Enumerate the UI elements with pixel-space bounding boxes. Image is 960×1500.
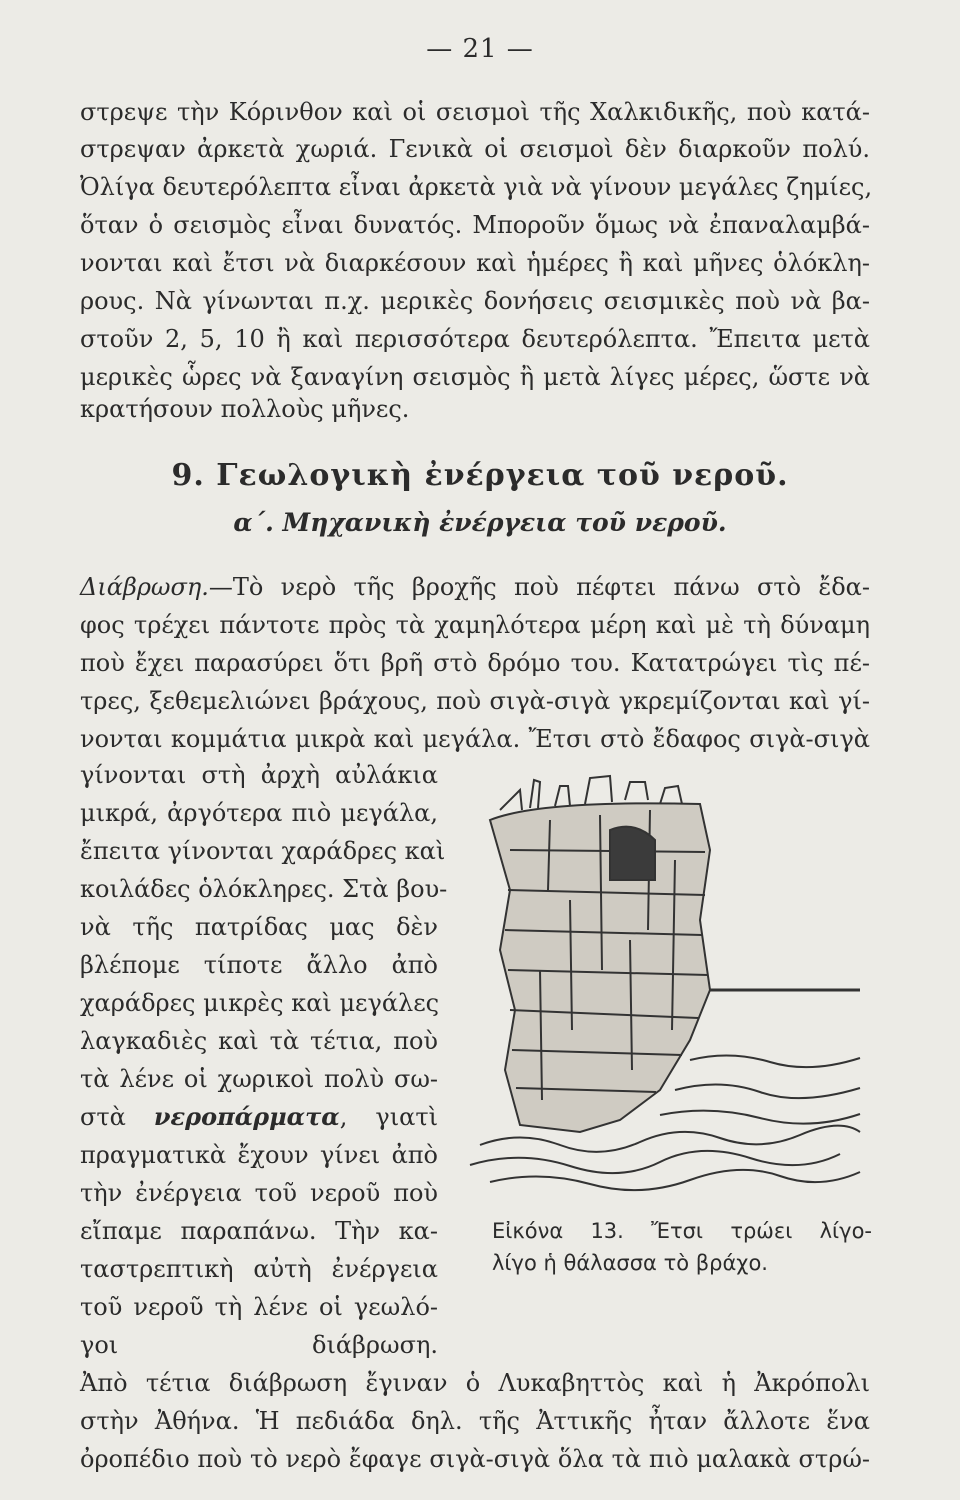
text-line: τὰ λένε οἱ χωρικοὶ πολὺ σω- — [80, 1065, 438, 1093]
text-line: φος τρέχει πάντοτε πρὸς τὰ χαμηλότερα μέρη καὶ μὲ τὴ δύναμη — [80, 611, 870, 639]
text-line: στὴν Ἀθήνα. Ἡ πεδιάδα δηλ. τῆς Ἀττικῆς ἦταν ἄλλοτε ἕνα — [80, 1407, 870, 1435]
subsection-title: α΄. Μηχανικὴ ἐνέργεια τοῦ νεροῦ. — [233, 508, 727, 537]
text-run: , γιατὶ — [339, 1103, 438, 1131]
text-line: Ὀλίγα δευτερόλεπτα εἶναι ἀρκετὰ γιὰ νὰ γίνουν μεγάλες ζημίες, — [80, 173, 873, 201]
section-title: 9. Γεωλογικὴ ἐνέργεια τοῦ νεροῦ. — [171, 458, 789, 493]
text-run: —Τὸ νερὸ τῆς βροχῆς ποὺ πέφτει πάνω στὸ ἔδα- — [208, 573, 870, 601]
text-line: Ἀπὸ τέτια διάβρωση ἔγιναν ὁ Λυκαβηττὸς καὶ ἡ Ἀκρόπολι — [80, 1369, 870, 1397]
text-line: μικρά, ἀργότερα πιὸ μεγάλα, — [80, 799, 438, 827]
text-line: κοιλάδες ὁλόκληρες. Στὰ βου- — [80, 875, 448, 903]
erosion-term: Διάβρωση. — [80, 573, 209, 601]
text-line: νὰ τῆς πατρίδας μας δὲν — [80, 913, 438, 941]
cliff-drawing — [460, 770, 870, 1200]
text-line: ταστρεπτικὴ αὐτὴ ἐνέργεια — [80, 1255, 438, 1283]
text-line: τὴν ἐνέργεια τοῦ νεροῦ ποὺ — [80, 1179, 438, 1207]
text-line: εἴπαμε παραπάνω. Τὴν κα- — [80, 1217, 438, 1245]
text-line: κρατήσουν πολλοὺς μῆνες. — [80, 395, 410, 423]
figure-caption: λίγο ἡ θάλασσα τὸ βράχο. — [492, 1251, 768, 1275]
figure-caption: Εἰκόνα 13. Ἔτσι τρώει λίγο- — [492, 1219, 872, 1243]
text-line — [80, 572, 870, 602]
text-line: στοῦν 2, 5, 10 ἢ καὶ περισσότερα δευτερόλεπτα. Ἔπειτα μετὰ — [80, 325, 870, 353]
cliff-illustration — [460, 770, 870, 1200]
text-line: πραγματικὰ ἔχουν γίνει ἀπὸ — [80, 1141, 438, 1169]
text-line: στρεψαν ἀρκετὰ χωριά. Γενικὰ οἱ σεισμοὶ δὲν διαρκοῦν πολύ. — [80, 135, 870, 163]
text-line — [80, 1102, 438, 1132]
text-line: ὅταν ὁ σεισμὸς εἶναι δυνατός. Μποροῦν ὅμως νὰ ἐπαναλαμβά- — [80, 211, 870, 239]
neropar-term: νεροπάρματα — [153, 1102, 340, 1131]
text-run: στὰ — [80, 1103, 126, 1131]
text-line: νονται καὶ ἔτσι νὰ διαρκέσουν καὶ ἡμέρες ἢ καὶ μῆνες ὁλόκλη- — [80, 249, 870, 277]
text-line: ἔπειτα γίνονται χαράδρες καὶ — [80, 837, 446, 865]
text-line: ποὺ ἔχει παρασύρει ὅτι βρῆ στὸ δρόμο του. Κατατρώγει τὶς πέ- — [80, 649, 870, 677]
text-line: ρους. Νὰ γίνωνται π.χ. μερικὲς δονήσεις σεισμικὲς ποὺ νὰ βα- — [80, 287, 870, 315]
text-line: τρες, ξεθεμελιώνει βράχους, ποὺ σιγὰ-σιγὰ γκρεμίζονται καὶ γί- — [80, 687, 870, 715]
page-number: — 21 — — [426, 34, 534, 64]
text-line: νονται κομμάτια μικρὰ καὶ μεγάλα. Ἔτσι στὸ ἔδαφος σιγὰ-σιγὰ — [80, 725, 870, 753]
text-line: γοι διάβρωση. — [80, 1331, 438, 1359]
text-line: βλέπομε τίποτε ἄλλο ἀπὸ — [80, 951, 438, 979]
text-line: στρεψε τὴν Κόρινθον καὶ οἱ σεισμοὶ τῆς Χαλκιδικῆς, ποὺ κατά- — [80, 98, 870, 126]
text-line: χαράδρες μικρὲς καὶ μεγάλες — [80, 989, 440, 1017]
text-line: ὀροπέδιο ποὺ τὸ νερὸ ἔφαγε σιγὰ-σιγὰ ὅλα τὰ πιὸ μαλακὰ στρώ- — [80, 1445, 870, 1473]
text-line: τοῦ νεροῦ τὴ λένε οἱ γεωλό- — [80, 1293, 438, 1321]
text-line: λαγκαδιὲς καὶ τὰ τέτια, ποὺ — [80, 1027, 438, 1055]
text-line: γίνονται στὴ ἀρχὴ αὐλάκια — [80, 761, 438, 789]
text-line: μερικὲς ὧρες νὰ ξαναγίνη σεισμὸς ἢ μετὰ λίγες μέρες, ὥστε νὰ — [80, 363, 870, 391]
